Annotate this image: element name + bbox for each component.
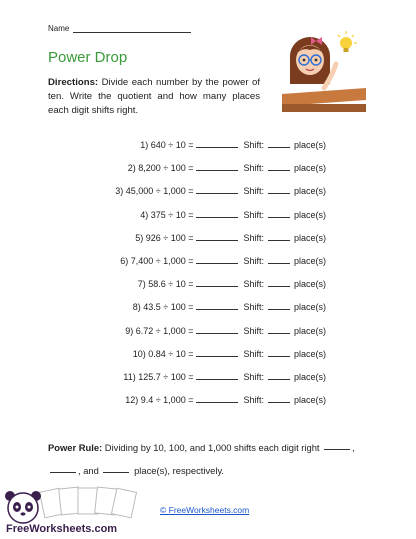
quotient-blank[interactable] [196, 216, 238, 218]
power-rule-text-2: , and [78, 465, 99, 476]
freeworksheets-logo [2, 486, 152, 536]
problem-expression: 11) 125.7 ÷ 100 = [123, 372, 194, 382]
shift-blank[interactable] [268, 332, 290, 334]
shift-blank[interactable] [268, 285, 290, 287]
quotient-blank[interactable] [196, 192, 238, 194]
place-label: place(s) [293, 372, 326, 382]
problem-expression: 6) 7,400 ÷ 1,000 = [120, 256, 194, 266]
quotient-blank[interactable] [196, 355, 238, 357]
problem-expression: 7) 58.6 ÷ 10 = [137, 279, 194, 290]
problem-row [140, 210, 326, 220]
rule-blank-2[interactable] [50, 471, 76, 473]
place-label: place(s) [293, 256, 326, 266]
problem-row [125, 326, 326, 336]
quotient-blank[interactable] [196, 146, 238, 148]
directions-label: Directions: [48, 77, 99, 88]
shift-label: Shift: [243, 186, 264, 197]
shift-blank[interactable] [268, 192, 290, 194]
problem-row [133, 349, 326, 359]
shift-blank[interactable] [268, 308, 290, 310]
place-label: place(s) [293, 348, 326, 359]
problem-expression: 12) 9.4 ÷ 1,000 = [125, 395, 194, 406]
shift-label: Shift: [243, 372, 264, 382]
problem-expression: 3) 45,000 ÷ 1,000 = [115, 186, 194, 197]
problem-row [140, 140, 326, 150]
shift-label: Shift: [243, 395, 264, 406]
quotient-blank[interactable] [196, 401, 238, 403]
problem-expression: 2) 8,200 ÷ 100 = [127, 163, 194, 174]
shift-label: Shift: [243, 302, 264, 313]
place-label: place(s) [293, 232, 326, 243]
shift-label: Shift: [243, 256, 264, 266]
name-label: Name [48, 24, 70, 33]
problem-row [138, 279, 326, 289]
shift-label: Shift: [243, 232, 264, 243]
name-row [48, 24, 191, 33]
place-label: place(s) [293, 140, 326, 150]
problem-expression: 9) 6.72 ÷ 1,000 = [125, 325, 194, 336]
shift-label: Shift: [243, 163, 264, 174]
place-label: place(s) [293, 163, 326, 174]
shift-blank[interactable] [268, 262, 290, 264]
shift-blank[interactable] [268, 146, 290, 148]
power-rule-text-3: place(s), respectively. [134, 465, 225, 476]
problem-row [115, 186, 326, 196]
girl-thinking-illustration [280, 28, 368, 118]
page-title: Power Drop [48, 49, 128, 66]
place-label: place(s) [293, 325, 326, 336]
shift-label: Shift: [243, 279, 264, 290]
problem-expression: 8) 43.5 ÷ 100 = [132, 302, 194, 313]
quotient-blank[interactable] [196, 262, 238, 264]
problem-expression: 5) 926 ÷ 100 = [135, 232, 194, 243]
shift-blank[interactable] [268, 216, 290, 218]
quotient-blank[interactable] [196, 378, 238, 380]
problem-row [133, 302, 326, 312]
name-line[interactable] [73, 24, 191, 33]
problem-row [120, 256, 326, 266]
problem-row [135, 233, 326, 243]
svg-text:FreeWorksheets.com: FreeWorksheets.com [6, 523, 118, 535]
quotient-blank[interactable] [196, 332, 238, 334]
directions-text: Divide each number by the power of ten. Write the quotient and how many places each digit shifts right. [48, 77, 260, 116]
rule-blank-3[interactable] [103, 471, 129, 473]
shift-label: Shift: [243, 325, 264, 336]
problem-expression: 4) 375 ÷ 10 = [140, 209, 194, 220]
footer-link[interactable]: © FreeWorksheets.com [160, 505, 250, 515]
problem-row [123, 372, 326, 382]
problem-expression: 10) 0.84 ÷ 10 = [132, 348, 194, 359]
place-label: place(s) [293, 209, 326, 220]
problem-row [125, 395, 326, 405]
quotient-blank[interactable] [196, 169, 238, 171]
shift-blank[interactable] [268, 239, 290, 241]
power-rule-label: Power Rule: [48, 442, 103, 453]
shift-blank[interactable] [268, 169, 290, 171]
panda-mascot-icon [5, 491, 41, 523]
shift-blank[interactable] [268, 401, 290, 403]
worksheet-thumbnails-icon [40, 487, 137, 518]
shift-label: Shift: [243, 348, 264, 359]
place-label: place(s) [293, 186, 326, 197]
problem-expression: 1) 640 ÷ 10 = [140, 140, 194, 150]
shift-blank[interactable] [268, 355, 290, 357]
quotient-blank[interactable] [196, 239, 238, 241]
place-label: place(s) [293, 395, 326, 406]
lightbulb-icon [338, 31, 357, 52]
shift-label: Shift: [243, 209, 264, 220]
shift-blank[interactable] [268, 378, 290, 380]
power-rule: Power Rule: Dividing by 10, 100, and 1,000 shifts each digit right , , and place(s), respectively. [48, 442, 355, 476]
shift-label: Shift: [243, 140, 264, 150]
quotient-blank[interactable] [196, 308, 238, 310]
power-rule-text-1: Dividing by 10, 100, and 1,000 shifts each digit right [104, 442, 320, 453]
place-label: place(s) [293, 302, 326, 313]
rule-blank-1[interactable] [324, 448, 350, 450]
directions [48, 76, 260, 118]
problem-row [128, 163, 326, 173]
quotient-blank[interactable] [196, 285, 238, 287]
place-label: place(s) [293, 279, 326, 290]
